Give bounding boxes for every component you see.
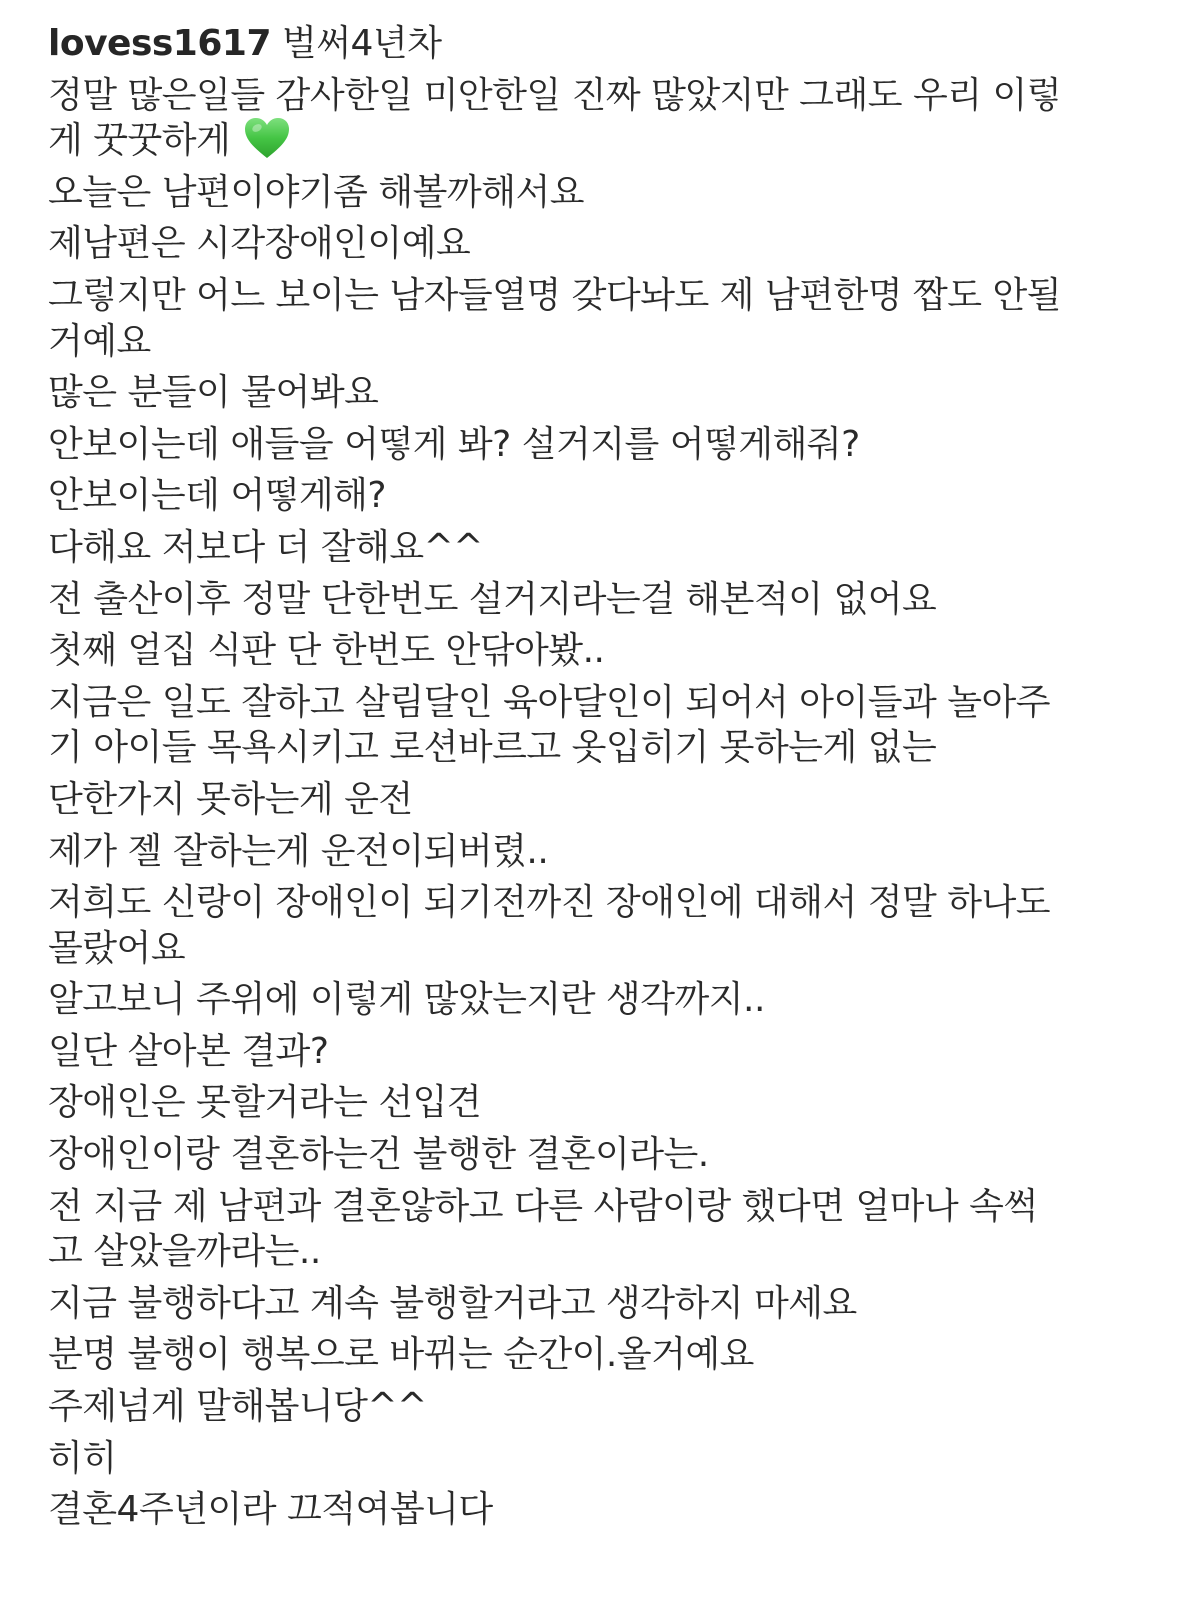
caption-line [48,270,1148,322]
caption-line-text: 단한가지 못하는게 운전 [48,778,413,820]
caption-first-line [48,18,1148,70]
caption-line-text: 기 아이들 목욕시키고 로션바르고 옷입히기 못하는게 없는 [48,727,937,769]
caption-line [48,625,1148,677]
caption-line-text: 지금은 일도 잘하고 살림달인 육아달인이 되어서 아이들과 놀아주 [48,681,1051,723]
caption-line-text: 일단 살아본 결과? [48,1030,329,1072]
caption-line-text: 벌써4년차 [271,23,442,64]
caption-line-text: 지금 불행하다고 계속 불행할거라고 생각하지 마세요 [48,1282,857,1324]
caption-line-text: 거예요 [48,320,151,362]
caption-line-text: 다해요 저보다 더 잘해요^^ [48,526,483,568]
caption-line [48,774,1148,826]
post-caption [48,18,1148,1536]
caption-line-text: 몰랐어요 [48,927,186,969]
caption-line-text: 게 꿋꿋하게 [48,120,231,162]
caption-line-text: 정말 많은일들 감사한일 미안한일 진짜 많았지만 그래도 우리 이렇 [48,74,1061,116]
caption-line-text: 전 지금 제 남편과 결혼않하고 다른 사람이랑 했다면 얼마나 속썩 [48,1185,1038,1227]
caption-line-text: 안보이는데 애들을 어떻게 봐? 설거지를 어떻게해줘? [48,423,860,465]
caption-line-text: 그렇지만 어느 보이는 남자들열명 갖다놔도 제 남편한명 짭도 안될 [48,274,1061,316]
caption-line [48,1484,1148,1536]
caption-line-text: 주제넘게 말해봅니당^^ [48,1386,427,1428]
caption-line-text: 첫째 얼집 식판 단 한번도 안닦아봤.. [48,630,605,672]
caption-line-text: 오늘은 남편이야기좀 해볼까해서요 [48,171,585,213]
caption-line [48,115,1148,167]
caption-line-text: 장애인은 못할거라는 선입견 [48,1082,482,1124]
caption-line [48,1077,1148,1129]
caption-line [48,722,1148,774]
caption-line-text: 제가 젤 잘하는게 운전이되버렸.. [48,830,549,872]
caption-line [48,1278,1148,1330]
caption-line-text: 결혼4주년이라 끄적여봅니다 [48,1489,493,1531]
caption-line [48,1026,1148,1078]
caption-line [48,1433,1148,1485]
caption-line [48,367,1148,419]
caption-line [48,1129,1148,1181]
caption-line [48,1181,1148,1233]
caption-line [48,1226,1148,1278]
caption-line [48,877,1148,929]
caption-line-text: 알고보니 주위에 이렇게 많았는지란 생각까지.. [48,979,765,1021]
username-link[interactable]: lovess1617 [48,23,272,64]
caption-line-text: 장애인이랑 결혼하는건 불행한 결혼이라는. [48,1134,709,1176]
caption-line-text: 전 출산이후 정말 단한번도 설거지라는걸 해본적이 없어요 [48,578,937,620]
caption-line [48,316,1148,368]
caption-line [48,419,1148,471]
caption-line [48,923,1148,975]
caption-line [48,826,1148,878]
caption-line [48,218,1148,270]
caption-line [48,470,1148,522]
caption-line-text: 안보이는데 어떻게해? [48,475,387,517]
green-heart-icon [243,116,291,160]
caption-line [48,167,1148,219]
caption-line [48,677,1148,729]
caption-line [48,574,1148,626]
caption-line-text: 제남편은 시각장애인이예요 [48,223,471,265]
caption-line [48,1381,1148,1433]
caption-line-text: 분명 불행이 행복으로 바뀌는 순간이.올거예요 [48,1334,754,1376]
caption-line [48,70,1148,122]
caption-line [48,974,1148,1026]
caption-line-text: 히히 [48,1437,117,1479]
caption-line [48,1329,1148,1381]
caption-lines [48,70,1148,1536]
caption-line-text: 많은 분들이 물어봐요 [48,372,379,414]
caption-line-text: 고 살았을까라는.. [48,1231,321,1273]
caption-line [48,522,1148,574]
caption-line-text: 저희도 신랑이 장애인이 되기전까진 장애인에 대해서 정말 하나도 [48,882,1051,924]
